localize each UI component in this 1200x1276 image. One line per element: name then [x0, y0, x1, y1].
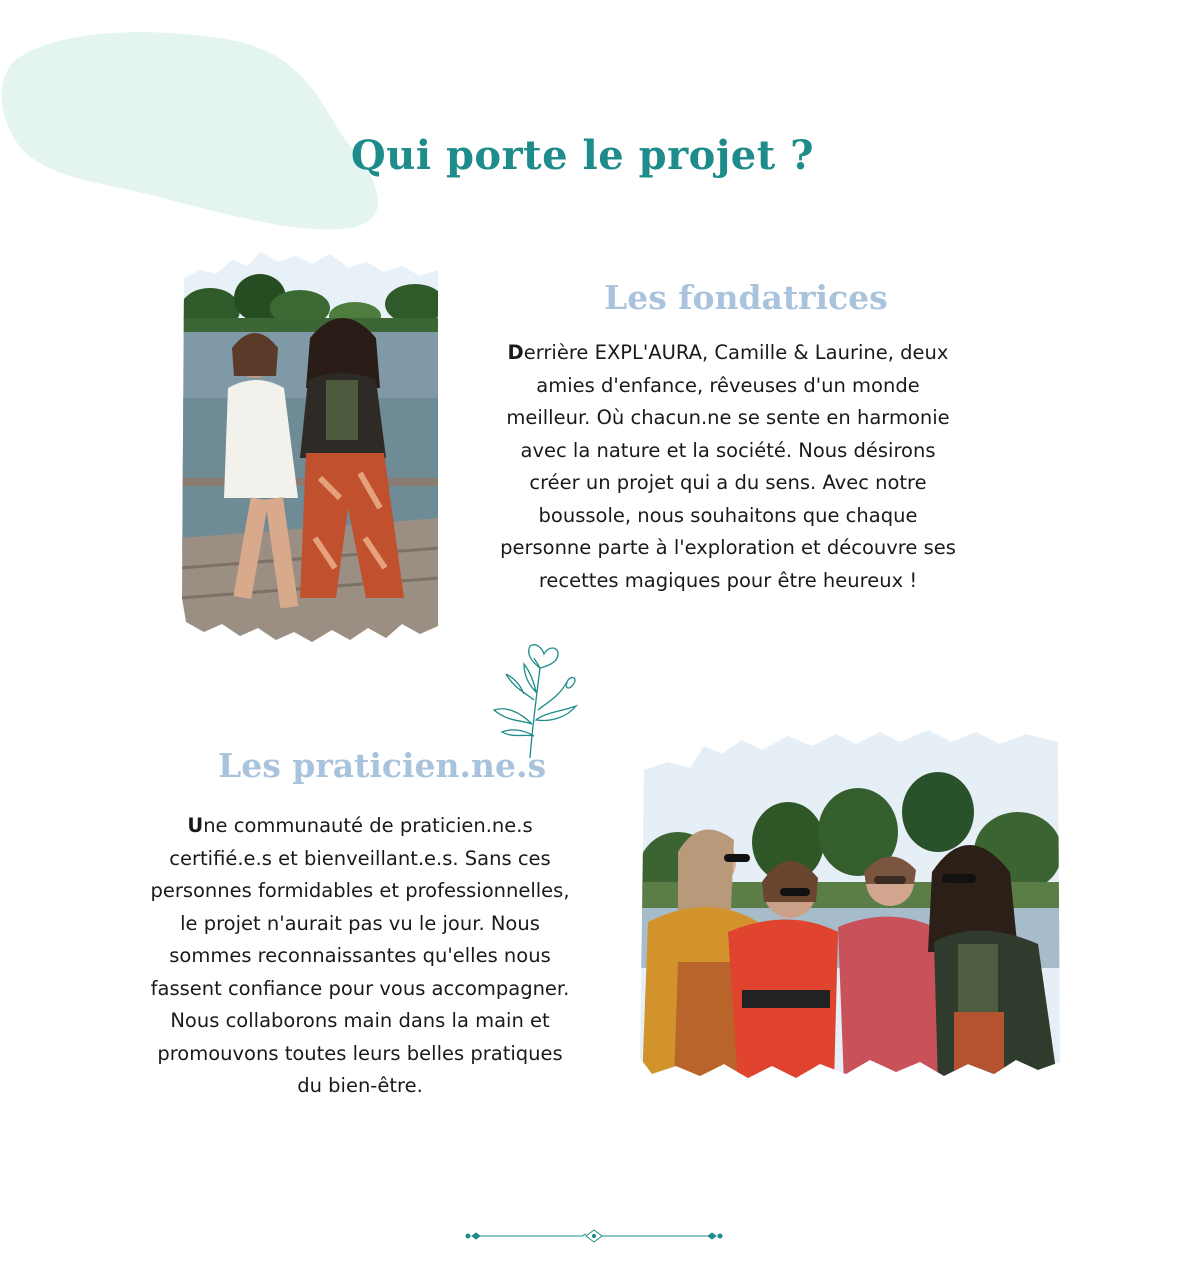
- founders-heading: Les fondatrices: [604, 278, 888, 317]
- ornamental-divider-icon: [462, 1226, 726, 1246]
- flower-line-art-icon: [484, 640, 584, 760]
- practitioners-heading: Les praticien.ne.s: [218, 746, 547, 785]
- page-title: Qui porte le projet ?: [350, 132, 815, 179]
- practitioners-initial: U: [187, 814, 204, 837]
- background-blob: [0, 30, 390, 230]
- founders-initial: D: [507, 341, 524, 364]
- practitioners-body: ne communauté de praticien.ne.s certifié.e.s et bienveillant.e.s. Sans ces personnes formidables et professionnelles, le projet n'aurait pas vu le jour. Nous sommes reconnaissantes qu'elles nous fassent confiance pour vous accompagner. Nous collaborons main dans la main et promouvons toutes leurs belles pratiques du bien-être.: [150, 814, 570, 1097]
- founders-body: errière EXPL'AURA, Camille & Laurine, deux amies d'enfance, rêveuses d'un monde meilleur. Où chacun.ne se sente en harmonie avec la nature et la société. Nous désirons créer un projet qui a du sens. Avec notre boussole, nous souhaitons que chaque personne parte à l'exploration et découvre ses recettes magiques pour être heureux !: [500, 341, 956, 592]
- practitioners-photo: [638, 722, 1062, 1084]
- practitioners-text: [150, 810, 570, 1103]
- founders-photo: [180, 248, 440, 644]
- founders-text: [500, 337, 956, 597]
